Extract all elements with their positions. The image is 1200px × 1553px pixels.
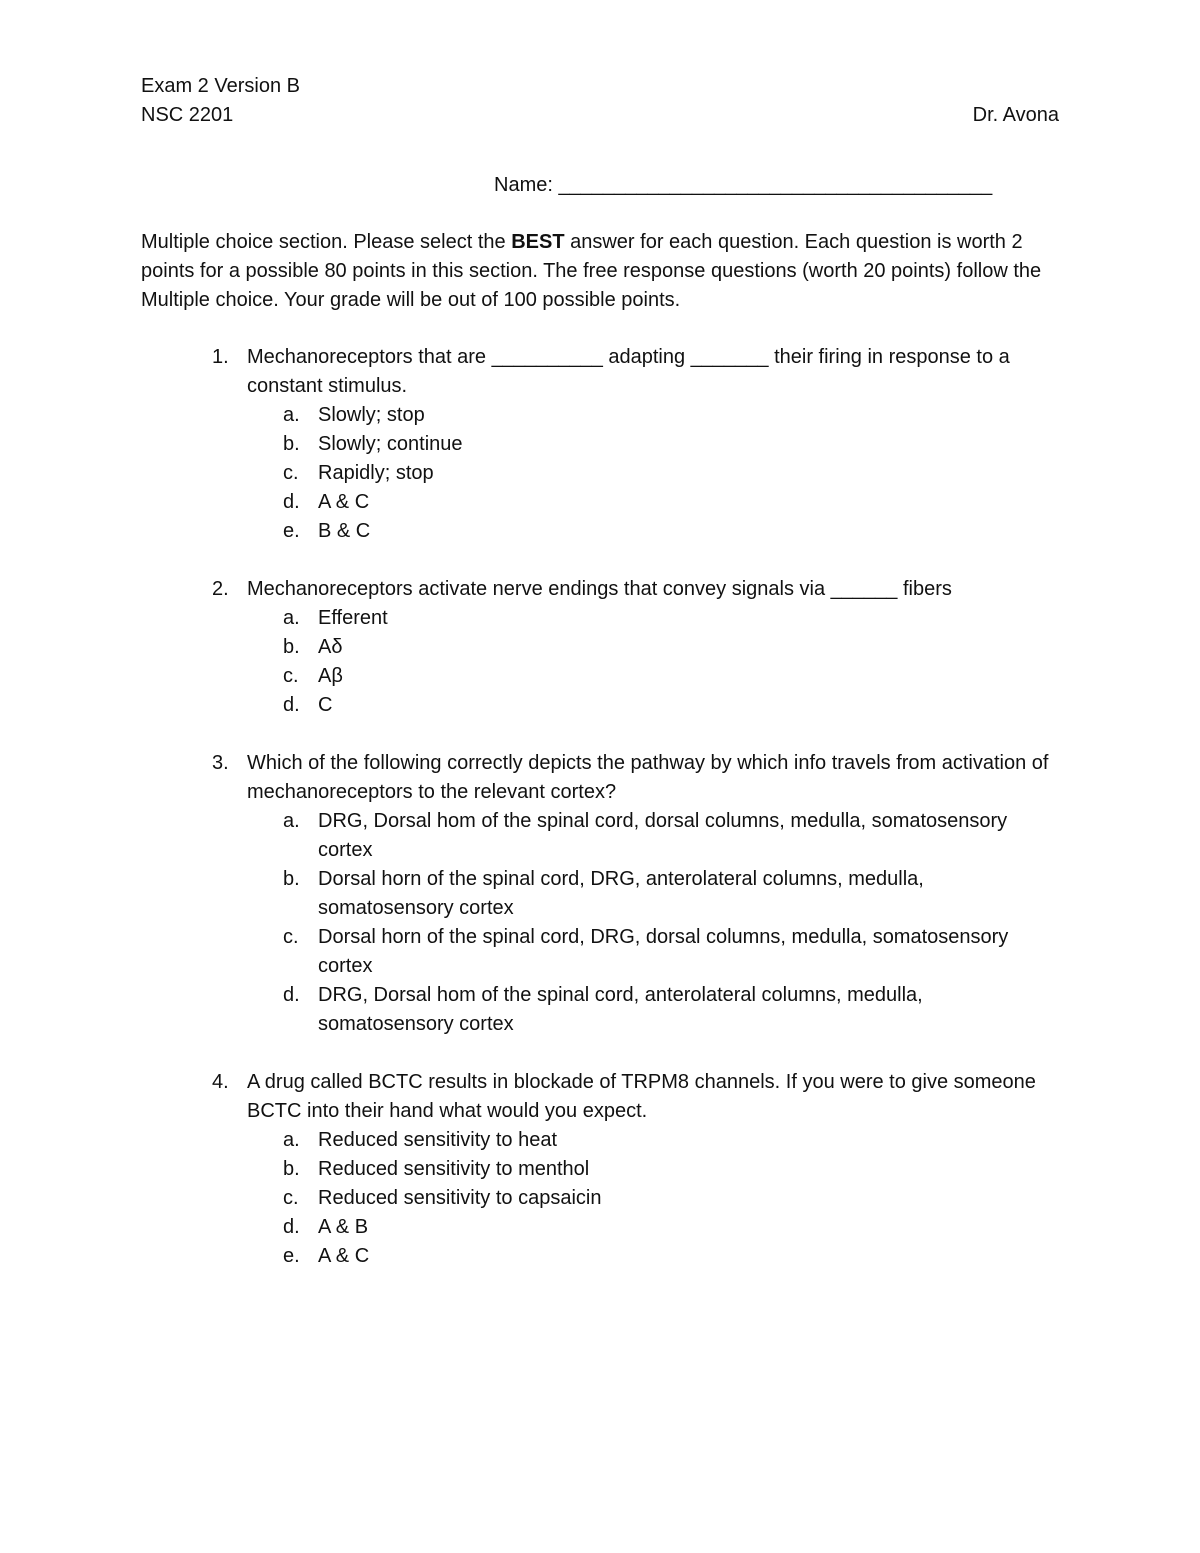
option-text: Aδ [318,636,343,658]
course-line [141,101,1059,130]
answer-option [0,1155,1058,1184]
option-letter: b. [283,433,300,455]
course-code: NSC 2201 [141,104,234,126]
option-text: Reduced sensitivity to heat [318,1129,558,1151]
answer-option [0,633,1058,662]
answer-option [0,807,1058,865]
option-letter: a. [283,404,300,426]
option-letter: e. [283,1245,300,1267]
option-letter: a. [283,1129,300,1151]
question-text: Mechanoreceptors that are __________ adapting _______ their firing in response to a constant stimulus. [247,346,1010,397]
option-letter: a. [283,810,300,832]
question-text: Mechanoreceptors activate nerve endings that convey signals via ______ fibers [247,578,952,600]
option-letter: d. [283,1216,300,1238]
question-stem [0,575,1057,604]
option-letter: a. [283,607,300,629]
option-text: Dorsal horn of the spinal cord, DRG, dorsal columns, medulla, somatosensory cortex [318,926,1009,977]
instructions-emphasis: BEST [511,231,565,253]
option-letter: e. [283,520,300,542]
option-text: DRG, Dorsal hom of the spinal cord, dorsal columns, medulla, somatosensory cortex [318,810,1008,861]
option-text: Reduced sensitivity to capsaicin [318,1187,602,1209]
option-text: C [318,694,333,716]
question-stem [0,343,1057,401]
option-text: A & C [318,1245,370,1267]
option-letter: b. [283,868,300,890]
answer-option [0,459,1058,488]
answer-option [0,1213,1058,1242]
option-text: Rapidly; stop [318,462,434,484]
answer-option [0,923,1058,981]
option-letter: d. [283,491,300,513]
question-stem [0,1068,1057,1126]
option-text: Slowly; stop [318,404,425,426]
option-text: Dorsal horn of the spinal cord, DRG, anterolateral columns, medulla, somatosensory cortex [318,868,924,919]
answer-option [0,1126,1058,1155]
option-letter: d. [283,984,300,1006]
option-letter: b. [283,1158,300,1180]
option-text: B & C [318,520,371,542]
option-text: Slowly; continue [318,433,463,455]
answer-option [0,604,1058,633]
question-number: 3. [212,752,229,774]
instructor-name: Dr. Avona [972,104,1059,126]
option-text: A & C [318,491,370,513]
option-letter: d. [283,694,300,716]
instructions-text-end: answer for each question. Each question is worth 2 points for a possible 80 points in this section. The free response questions (worth 20 points) follow the Multiple choice. Your grade will be out of 100 possible points. [141,231,1042,311]
question-text: Which of the following correctly depicts the pathway by which info travels from activation of mechanoreceptors to the relevant cortex? [247,752,1049,803]
question-number: 1. [212,346,229,368]
answer-option [0,517,1058,546]
question-1 [0,343,1200,546]
option-text: A & B [318,1216,369,1238]
question-3 [0,749,1200,1039]
answer-option [0,1184,1058,1213]
instructions-paragraph [141,228,1061,315]
option-text: Reduced sensitivity to menthol [318,1158,590,1180]
question-list [0,343,1200,1300]
answer-option [0,430,1058,459]
answer-option [0,981,1058,1039]
question-number: 2. [212,578,229,600]
instructions-text-start: Multiple choice section. Please select the [141,231,512,253]
option-text: Aβ [318,665,343,687]
option-letter: c. [283,926,299,948]
answer-option [0,1242,1058,1271]
exam-title: Exam 2 Version B [141,75,300,97]
student-name-field: Name: _______________________________________ [494,174,993,196]
question-stem [0,749,1057,807]
question-number: 4. [212,1071,229,1093]
question-text: A drug called BCTC results in blockade of TRPM8 channels. If you were to give someone BCTC into their hand what would you expect. [247,1071,1036,1122]
option-text: Efferent [318,607,388,629]
answer-option [0,488,1058,517]
option-letter: b. [283,636,300,658]
question-4 [0,1068,1200,1271]
option-text: DRG, Dorsal hom of the spinal cord, anterolateral columns, medulla, somatosensory cortex [318,984,923,1035]
answer-option [0,662,1058,691]
answer-option [0,865,1058,923]
question-2 [0,575,1200,720]
option-letter: c. [283,665,299,687]
answer-option [0,691,1058,720]
option-letter: c. [283,462,299,484]
answer-option [0,401,1058,430]
option-letter: c. [283,1187,299,1209]
